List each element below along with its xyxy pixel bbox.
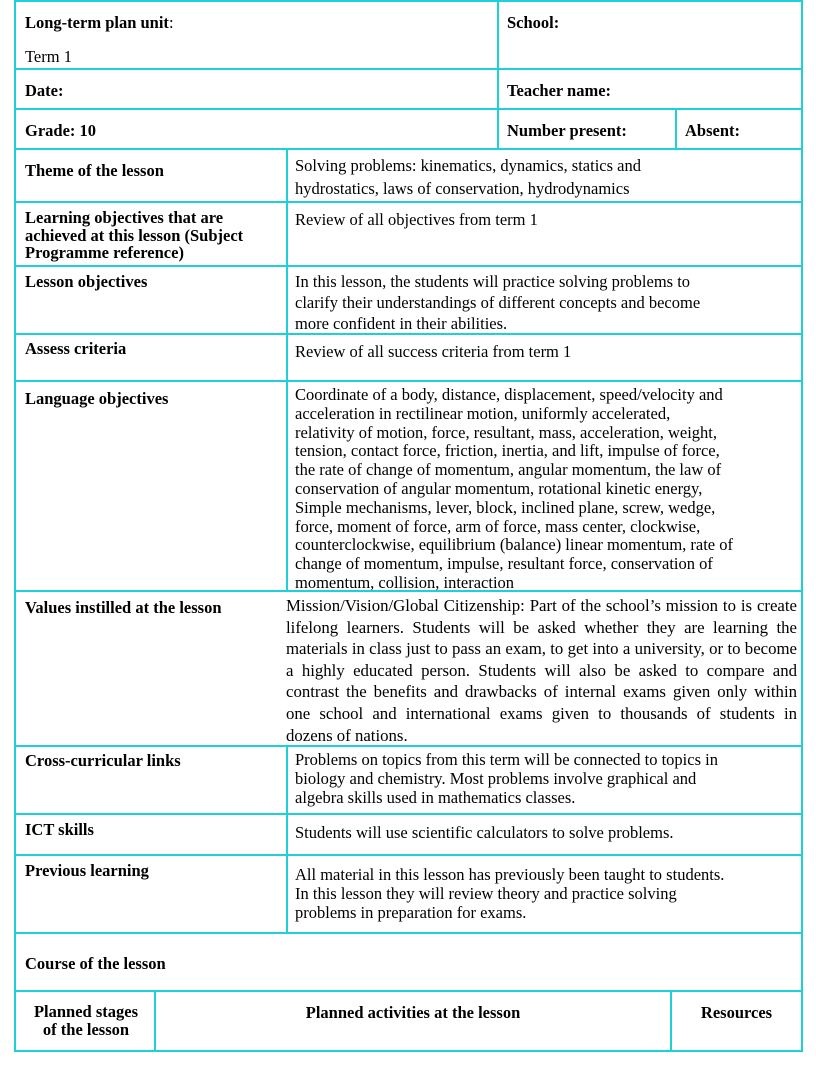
- theme-label: Theme of the lesson: [25, 161, 164, 180]
- stages-header-row: [14, 990, 803, 1052]
- learning-objectives-value: Review of all objectives from term 1: [295, 210, 538, 229]
- course-label: Course of the lesson: [25, 954, 166, 973]
- cross-curricular-line: biology and chemistry. Most problems involve graphical and: [295, 768, 697, 788]
- activities-label: Planned activities at the lesson: [305, 1003, 521, 1022]
- stages-label-line: of the lesson: [42, 1020, 130, 1039]
- assess-criteria-value-cell: [286, 335, 801, 380]
- assess-criteria-label-cell: [16, 335, 288, 380]
- learning-objectives-row: [14, 201, 803, 267]
- absent-label: Absent:: [685, 121, 741, 140]
- learning-objectives-label-line: Learning objectives that are: [25, 208, 224, 227]
- header-row-unit: [14, 0, 803, 70]
- previous-learning-line: problems in preparation for exams.: [295, 902, 527, 922]
- ict-skills-value: Students will use scientific calculators to solve problems.: [295, 823, 674, 842]
- date-label: Date:: [25, 81, 64, 100]
- stages-label-line: Planned stages: [33, 1002, 139, 1021]
- values-label-cell: [16, 592, 288, 745]
- course-row: [14, 932, 803, 992]
- learning-objectives-value-cell: [286, 203, 801, 265]
- resources-label: Resources: [700, 1003, 773, 1022]
- teacher-cell: [497, 70, 801, 108]
- unit-colon: :: [168, 13, 174, 32]
- language-objectives-line: the rate of change of momentum, angular momentum, the law of: [295, 460, 722, 480]
- school-cell: [497, 2, 801, 68]
- cross-curricular-label: Cross-curricular links: [25, 751, 181, 770]
- ict-skills-label: ICT skills: [25, 820, 94, 839]
- theme-value-cell: [286, 150, 801, 201]
- language-objectives-value-cell: [286, 382, 801, 590]
- language-objectives-line: Simple mechanisms, lever, block, inclined plane, screw, wedge,: [295, 497, 716, 517]
- term-value: Term 1: [25, 47, 72, 66]
- values-text: Mission/Vision/Global Citizenship: Part of the school’s mission to is create lifelong learners. Students will be asked whether they are learning the materials in class just to pass an exam, to get into a university, or to become a highly educated person. Students will also be asked to compare and contrast the benefits and drawbacks of internal exams given only within one school and international exams given to thousands of students in dozens of nations.: [286, 596, 797, 745]
- present-cell: [497, 110, 677, 148]
- cross-curricular-value-cell: [286, 747, 801, 813]
- language-objectives-label: Language objectives: [25, 389, 169, 408]
- learning-objectives-label-cell: [16, 203, 288, 265]
- language-objectives-line: acceleration in rectilinear motion, uniformly accelerated,: [295, 403, 671, 423]
- previous-learning-line: In this lesson they will review theory and practice solving: [295, 883, 677, 903]
- present-label: Number present:: [507, 121, 627, 140]
- theme-row: [14, 148, 803, 203]
- date-cell: [16, 70, 499, 108]
- ict-skills-row: [14, 813, 803, 856]
- unit-cell: [16, 2, 499, 68]
- stages-label-cell: [16, 992, 156, 1050]
- language-objectives-label-cell: [16, 382, 288, 590]
- header-row-date: [14, 68, 803, 110]
- learning-objectives-label-line: Programme reference): [25, 243, 184, 262]
- cross-curricular-line: algebra skills used in mathematics classes.: [295, 787, 576, 807]
- grade-cell: [16, 110, 499, 148]
- lesson-objectives-line: clarify their understandings of different concepts and become: [295, 293, 701, 312]
- lesson-objectives-line: more confident in their abilities.: [295, 314, 508, 333]
- assess-criteria-row: [14, 333, 803, 382]
- grade-label: Grade: 10: [25, 121, 97, 140]
- teacher-label: Teacher name:: [507, 81, 612, 100]
- lesson-objectives-label-cell: [16, 267, 288, 333]
- unit-label: Long-term plan unit: [25, 13, 169, 32]
- language-objectives-row: [14, 380, 803, 592]
- language-objectives-line: momentum, collision, interaction: [295, 572, 515, 590]
- previous-learning-value-cell: [286, 856, 801, 932]
- school-label: School:: [507, 13, 560, 32]
- header-row-grade: [14, 108, 803, 150]
- language-objectives-line: relativity of motion, force, resultant, mass, acceleration, weight,: [295, 422, 717, 442]
- language-objectives-line: conservation of angular momentum, rotational kinetic energy,: [295, 478, 703, 498]
- ict-skills-value-cell: [286, 815, 801, 854]
- theme-label-cell: [16, 150, 288, 201]
- ict-skills-label-cell: [16, 815, 288, 854]
- assess-criteria-value: Review of all success criteria from term 1: [295, 342, 572, 361]
- cross-curricular-label-cell: [16, 747, 288, 813]
- cross-curricular-line: Problems on topics from this term will be connected to topics in: [295, 750, 718, 769]
- previous-learning-line: All material in this lesson has previously been taught to students.: [295, 865, 725, 884]
- theme-line: Solving problems: kinematics, dynamics, statics and: [295, 156, 641, 175]
- language-objectives-line: force, moment of force, arm of force, mass center, clockwise,: [295, 516, 701, 536]
- absent-cell: [675, 110, 801, 148]
- lesson-objectives-line: In this lesson, the students will practice solving problems to: [295, 272, 691, 291]
- values-value-cell: [286, 592, 801, 745]
- previous-learning-label: Previous learning: [25, 861, 149, 880]
- language-objectives-line: change of momentum, impulse, resultant force, conservation of: [295, 554, 713, 574]
- lesson-objectives-label: Lesson objectives: [25, 272, 148, 291]
- previous-learning-row: [14, 854, 803, 934]
- theme-line: hydrostatics, laws of conservation, hydrodynamics: [295, 179, 630, 198]
- learning-objectives-label-line: achieved at this lesson (Subject: [25, 225, 244, 245]
- lesson-objectives-row: [14, 265, 803, 335]
- resources-label-cell: [670, 992, 801, 1050]
- activities-label-cell: [154, 992, 672, 1050]
- values-label: Values instilled at the lesson: [25, 598, 222, 617]
- language-objectives-line: Coordinate of a body, distance, displacement, speed/velocity and: [295, 385, 723, 404]
- values-row: [14, 590, 803, 747]
- previous-learning-label-cell: [16, 856, 288, 932]
- lesson-objectives-value-cell: [286, 267, 801, 333]
- assess-criteria-label: Assess criteria: [25, 339, 127, 358]
- cross-curricular-row: [14, 745, 803, 815]
- language-objectives-line: tension, contact force, friction, inertia, and lift, impulse of force,: [295, 441, 720, 461]
- language-objectives-line: counterclockwise, equilibrium (balance) linear momentum, rate of: [295, 535, 733, 555]
